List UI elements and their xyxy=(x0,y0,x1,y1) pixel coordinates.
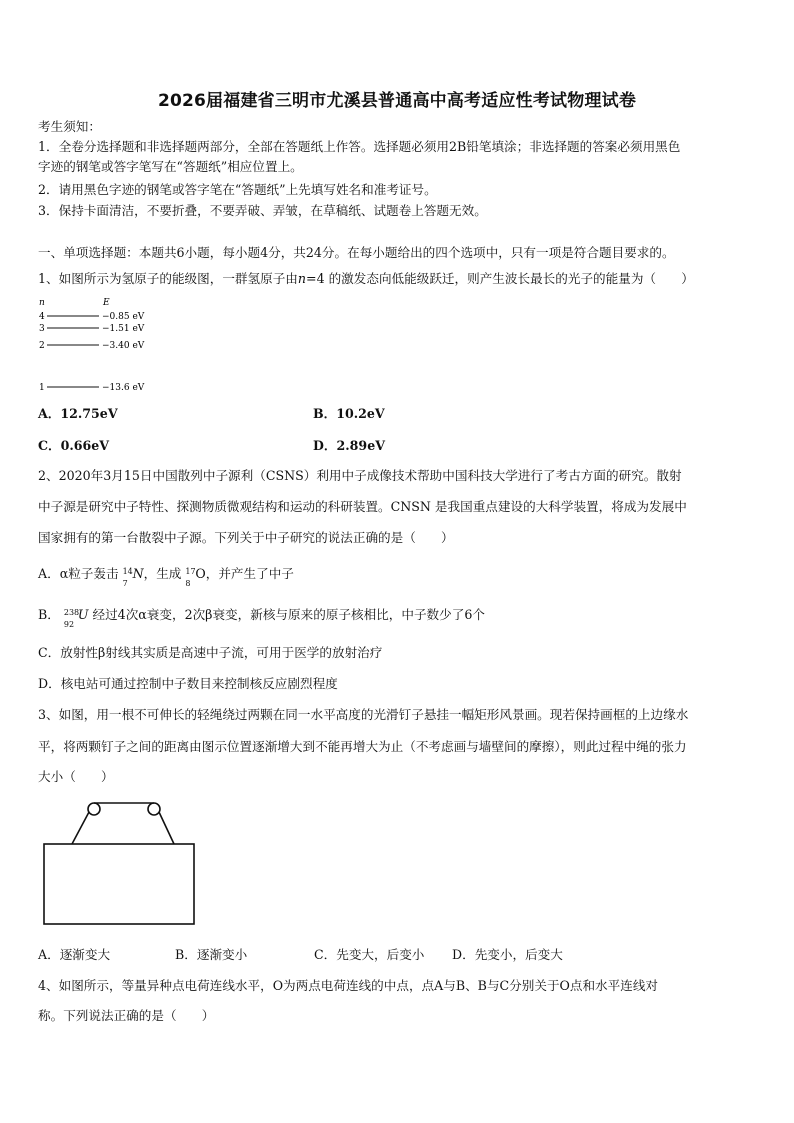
question-3-stem: 大小（ ） xyxy=(38,769,114,784)
rope-right xyxy=(159,812,174,844)
level-energy: −13.6 eV xyxy=(102,383,145,393)
level-energy: −1.51 eV xyxy=(102,324,145,334)
question-4-stem: 4、如图所示，等量异种点电荷连线水平，O为两点电荷连线的中点，点A与B、B与C分别关于O点和水平连线对 xyxy=(38,978,659,993)
question-4-stem: 称。下列说法正确的是（ ） xyxy=(38,1008,215,1023)
level-n: 1 xyxy=(39,383,45,393)
left-nail xyxy=(88,803,100,815)
question-3-stem: 平，将两颗钉子之间的距离由图示位置逐渐增大到不能再增大为止（不考虑画与墙壁间的摩擦），则此过程中绳的张力 xyxy=(38,739,687,754)
right-nail xyxy=(148,803,160,815)
option-a[interactable]: A．12.75eV xyxy=(38,406,118,421)
variable-n: n xyxy=(297,271,307,286)
level-n: 2 xyxy=(39,341,45,351)
notice-item: 字迹的钢笔或答字笔写在“答题纸”相应位置上。 xyxy=(38,159,303,174)
option-c[interactable]: C．先变大，后变小 xyxy=(314,947,425,962)
option-c[interactable]: C．放射性β射线其实质是高速中子流，可用于医学的放射治疗 xyxy=(38,645,383,660)
level-energy: −0.85 eV xyxy=(102,312,145,322)
page-title: 2026届福建省三明市尤溪县普通高中高考适应性考试物理试卷 xyxy=(157,91,637,111)
notice-item: 3．保持卡面清洁，不要折叠，不要弄破、弄皱，在草稿纸、试题卷上答题无效。 xyxy=(38,203,487,218)
option-b[interactable]: B． 238 92 U 经过4次α衰变，2次β衰变，新核与原来的原子核相比，中子数少了6个 xyxy=(38,607,485,629)
question-3-stem: 3、如图，用一根不可伸长的轻绳绕过两颗在同一水平高度的光滑钉子悬挂一幅矩形风景画。现若保持画框的上边缘水 xyxy=(38,707,689,722)
picture-frame-diagram xyxy=(40,798,200,930)
nuclide-n14: 14 7 xyxy=(122,566,133,588)
picture-frame xyxy=(44,844,194,924)
energy-level-diagram xyxy=(36,296,176,400)
diagram-label-e: E xyxy=(103,298,110,308)
option-a[interactable]: A．逐渐变大 xyxy=(38,947,111,962)
nuclide-u238: 238 92 xyxy=(63,607,80,629)
option-a[interactable]: A．α粒子轰击 14 7 N，生成 17 8 O，并产生了中子 xyxy=(38,566,294,588)
option-b[interactable]: B．逐渐变小 xyxy=(175,947,248,962)
question-2-stem: 中子源是研究中子特性、探测物质微观结构和运动的科研装置。CNSN 是我国重点建设的大科学装置，将成为发展中 xyxy=(38,499,687,514)
option-c[interactable]: C．0.66eV xyxy=(38,438,110,453)
level-energy: −3.40 eV xyxy=(102,341,145,351)
question-2-stem: 国家拥有的第一台散裂中子源。下列关于中子研究的说法正确的是（ ） xyxy=(38,530,454,545)
option-d[interactable]: D．核电站可通过控制中子数目来控制核反应剧烈程度 xyxy=(38,676,338,691)
rope-left xyxy=(72,812,89,844)
question-2-stem: 2、2020年3月15日中国散列中子源利（CSNS）利用中子成像技术帮助中国科技大学进行了考古方面的研究。散射 xyxy=(38,468,682,483)
level-n: 3 xyxy=(39,324,45,334)
diagram-label-n: n xyxy=(39,298,45,308)
notice-item: 2．请用黑色字迹的钢笔或答字笔在“答题纸”上先填写姓名和准考证号。 xyxy=(38,182,437,197)
question-1-stem: 1、如图所示为氢原子的能级图，一群氢原子由n=4 的激发态向低能级跃迁，则产生波长最长的光子的能量为（ ） xyxy=(38,271,694,286)
notice-item: 1．全卷分选择题和非选择题两部分，全部在答题纸上作答。选择题必须用2B铅笔填涂；非选择题的答案必须用黑色 xyxy=(38,139,681,154)
option-d[interactable]: D．先变小，后变大 xyxy=(452,947,563,962)
notice-heading: 考生须知： xyxy=(38,119,101,134)
option-b[interactable]: B．10.2eV xyxy=(313,406,385,421)
nuclide-o17: 17 8 xyxy=(185,566,196,588)
level-n: 4 xyxy=(39,312,45,322)
section-heading: 一、单项选择题：本题共6小题，每小题4分，共24分。在每小题给出的四个选项中，只有一项是符合题目要求的。 xyxy=(38,245,675,260)
option-d[interactable]: D．2.89eV xyxy=(313,438,385,453)
